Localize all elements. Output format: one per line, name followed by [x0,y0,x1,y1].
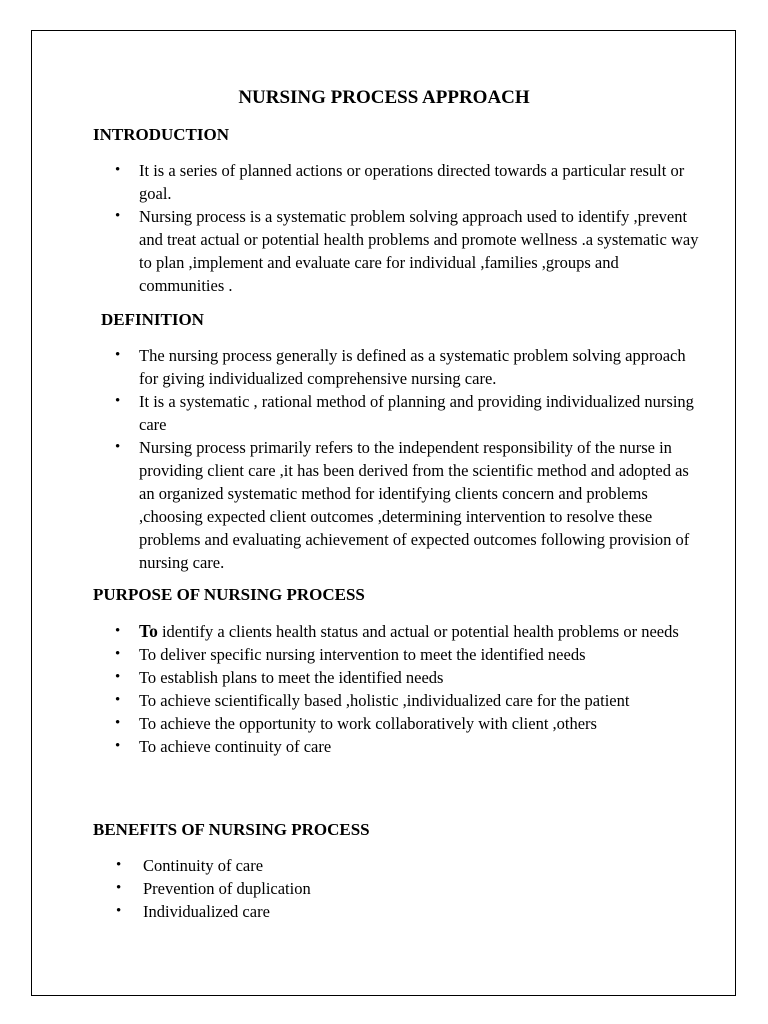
list-item: • Individualized care [143,900,699,923]
list-item-text: identify a clients health status and actual or potential health problems or needs [157,622,679,641]
list-item: • To establish plans to meet the identified needs [139,666,699,689]
benefits-heading: BENEFITS OF NURSING PROCESS [93,820,370,839]
introduction-list [139,159,699,297]
purpose-list [139,620,699,758]
list-item [139,620,699,643]
introduction-heading: INTRODUCTION [93,125,230,144]
list-item: • It is a systematic , rational method of planning and providing individualized nursing care [139,390,699,436]
list-item: • Nursing process primarily refers to the independent responsibility of the nurse in providing client care ,it has been derived from the scientific method and adopted as an organized systematic method for identifying clients concern and problems ,choosing expected client outcomes ,determining intervention to resolve these problems and evaluating achievement of expected outcomes following provision of nursing care. [139,436,699,574]
list-item: • To achieve continuity of care [139,735,699,758]
list-item: • The nursing process generally is defined as a systematic problem solving approach for giving individualized comprehensive nursing care. [139,344,699,390]
list-item: • To achieve scientifically based ,holistic ,individualized care for the patient [139,689,699,712]
list-item: • Prevention of duplication [143,877,699,900]
definition-list [139,344,699,574]
benefits-list [143,854,699,923]
lead-word: To [139,621,158,641]
list-item: • Nursing process is a systematic problem solving approach used to identify ,prevent and treat actual or potential health problems and promote wellness .a systematic way to plan ,implement and evaluate care for individual ,families ,groups and communities . [139,205,699,297]
purpose-heading: PURPOSE OF NURSING PROCESS [93,585,365,604]
list-item: • It is a series of planned actions or operations directed towards a particular result or goal. [139,159,699,205]
document-title: NURSING PROCESS APPROACH [238,87,530,108]
list-item: • To deliver specific nursing intervention to meet the identified needs [139,643,699,666]
list-item: • Continuity of care [143,854,699,877]
definition-heading: DEFINITION [101,310,204,329]
list-item: • To achieve the opportunity to work collaboratively with client ,others [139,712,699,735]
